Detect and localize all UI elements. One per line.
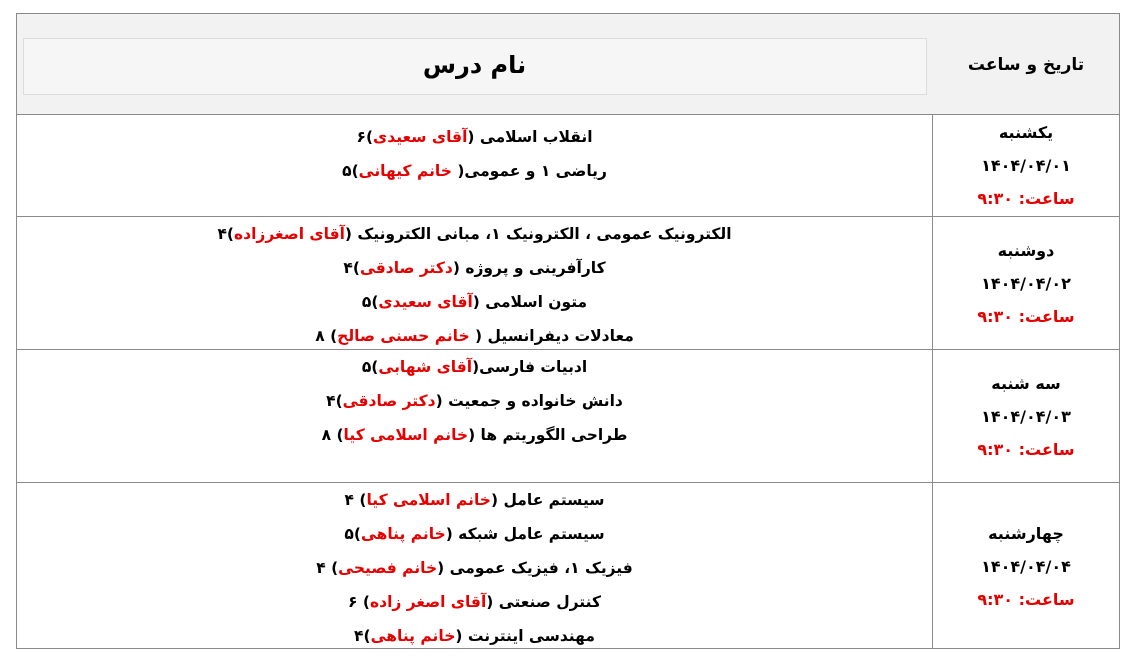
exam-time: ساعت: ۹:۳۰ [977, 306, 1075, 326]
course-line: الکترونیک عمومی ، الکترونیک ۱، مبانی الکترونیک (آقای اصغرزاده)۴ [217, 225, 732, 243]
date-cell [933, 115, 1119, 216]
exam-schedule-table [16, 13, 1120, 649]
course-line: ریاضی ۱ و عمومی( خانم کیهانی)۵ [342, 162, 607, 180]
teacher-name: آقای اصغر زاده [369, 593, 487, 611]
teacher-name: دکتر صادقی [342, 392, 436, 410]
course-line: سیستم عامل شبکه (خانم پناهی)۵ [344, 525, 605, 543]
date-cell [933, 217, 1119, 349]
day-name: سه شنبه [991, 373, 1061, 393]
table-row [17, 115, 1119, 217]
course-line: کنترل صنعتی (آقای اصغر زاده) ۶ [348, 593, 601, 611]
exam-date: ۱۴۰۴/۰۴/۰۴ [981, 556, 1071, 576]
teacher-name: خانم اسلامی کیا [366, 491, 491, 509]
day-name: چهارشنبه [988, 523, 1064, 543]
teacher-name: آقای سعیدی [378, 293, 473, 311]
course-cell [17, 483, 932, 649]
exam-time: ساعت: ۹:۳۰ [977, 589, 1075, 609]
course-line: معادلات دیفرانسیل ( خانم حسنی صالح) ۸ [315, 327, 634, 345]
date-time-header: تاریخ و ساعت [967, 54, 1085, 75]
date-cell [933, 350, 1119, 482]
exam-time: ساعت: ۹:۳۰ [977, 439, 1075, 459]
exam-date: ۱۴۰۴/۰۴/۰۳ [981, 406, 1071, 426]
course-line: متون اسلامی (آقای سعیدی)۵ [361, 293, 588, 311]
table-row [17, 217, 1119, 350]
date-cell [933, 483, 1119, 649]
course-line: کارآفرینی و پروژه (دکتر صادقی)۴ [343, 259, 606, 277]
teacher-name: آقای شهابی [378, 358, 473, 376]
course-name-header: نام درس [422, 50, 527, 79]
course-line: مهندسی اینترنت (خانم پناهی)۴ [354, 627, 595, 645]
course-line: سیستم عامل (خانم اسلامی کیا) ۴ [344, 491, 605, 509]
course-cell [17, 115, 932, 216]
course-line: فیزیک ۱، فیزیک عمومی (خانم فصیحی) ۴ [316, 559, 633, 577]
day-name: دوشنبه [997, 240, 1055, 260]
teacher-name: خانم اسلامی کیا [343, 426, 469, 444]
teacher-name: خانم پناهی [360, 525, 446, 543]
table-row [17, 483, 1119, 649]
exam-date: ۱۴۰۴/۰۴/۰۱ [981, 156, 1071, 175]
teacher-name: آقای سعیدی [373, 128, 468, 146]
course-line: انقلاب اسلامی (آقای سعیدی)۶ [356, 128, 593, 146]
table-row [17, 350, 1119, 483]
course-cell [17, 217, 932, 349]
day-name: یکشنبه [998, 123, 1054, 142]
course-cell [17, 350, 932, 482]
exam-time: ساعت: ۹:۳۰ [977, 189, 1075, 208]
teacher-name: خانم پناهی [370, 627, 456, 645]
exam-date: ۱۴۰۴/۰۴/۰۲ [981, 273, 1071, 293]
teacher-name: خانم کیهانی [358, 162, 452, 180]
course-line: ادبیات فارسی(آقای شهابی)۵ [361, 358, 588, 376]
table-header [17, 14, 1119, 115]
course-line: طراحی الگوریتم ها (خانم اسلامی کیا) ۸ [321, 426, 628, 444]
teacher-name: آقای اصغرزاده [234, 225, 345, 243]
teacher-name: خانم حسنی صالح [337, 327, 470, 345]
course-line: دانش خانواده و جمعیت (دکتر صادقی)۴ [326, 392, 623, 410]
teacher-name: خانم فصیحی [338, 559, 438, 577]
teacher-name: دکتر صادقی [359, 259, 453, 277]
